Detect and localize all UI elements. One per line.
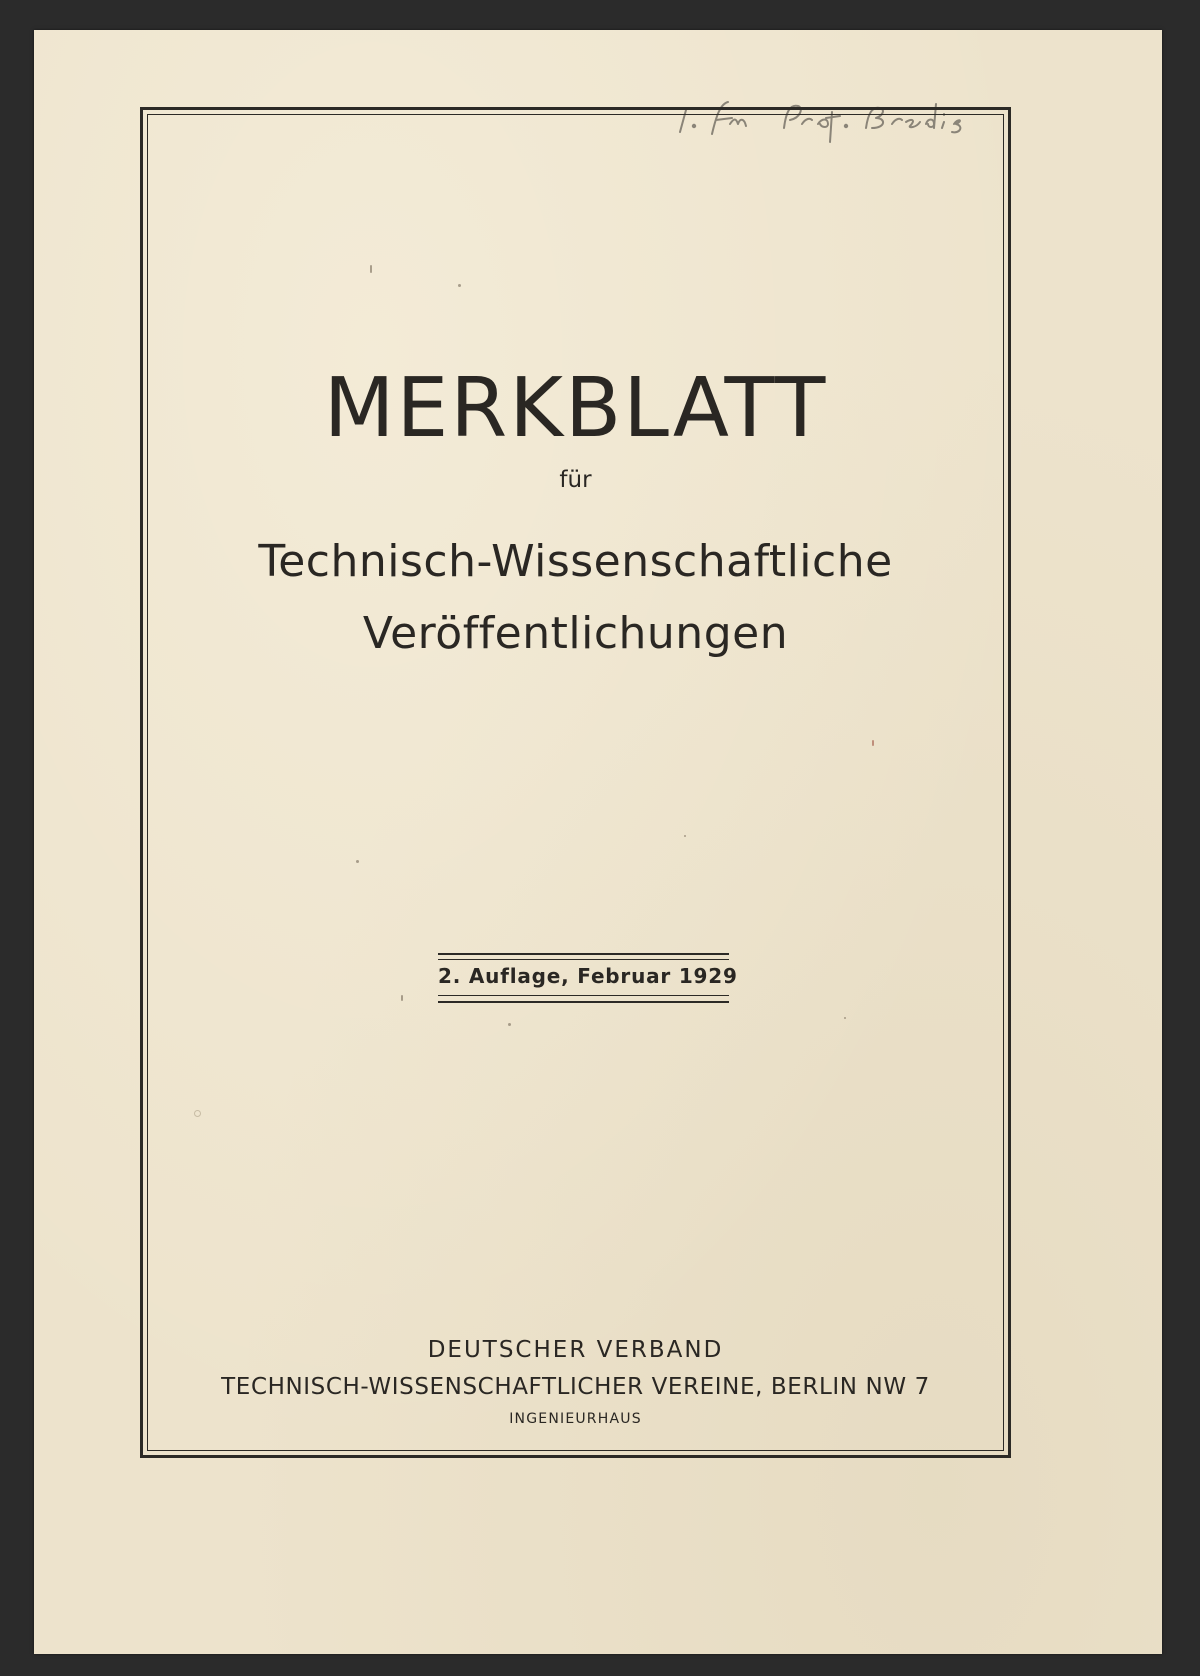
edition-text: 2. Auflage, Februar 1929 <box>438 964 738 988</box>
edition-rule-top-1 <box>438 953 729 955</box>
edition-rule-bottom-2 <box>438 1001 729 1003</box>
document-title: MERKBLATT <box>323 361 828 456</box>
document-content <box>147 114 1004 1451</box>
subtitle-line-2: Veröffentlichungen <box>362 608 789 659</box>
publisher-address: INGENIEURHAUS <box>509 1411 642 1427</box>
document-subtitle <box>147 526 1004 670</box>
title-connector: für <box>559 467 592 493</box>
publisher-name: DEUTSCHER VERBAND <box>427 1337 724 1363</box>
subtitle-line-1: Technisch-Wissenschaftliche <box>258 536 893 587</box>
edition-rule-top-2 <box>438 959 729 960</box>
edition-rule-bottom-1 <box>438 995 729 996</box>
publisher-full-name: TECHNISCH-WISSENSCHAFTLICHER VEREINE, BERLIN NW 7 <box>221 1374 930 1400</box>
edition-block <box>438 953 738 1005</box>
